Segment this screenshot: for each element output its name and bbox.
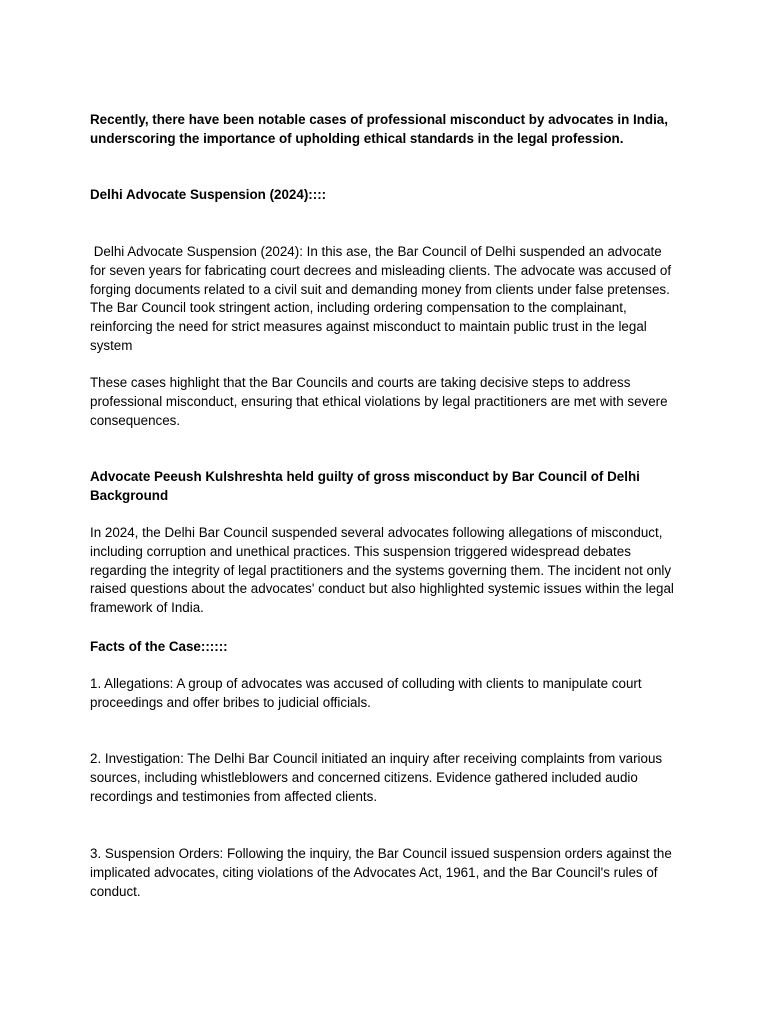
intro-paragraph: Recently, there have been notable cases of professional misconduct by advocates in India, underscoring the importance of upholding ethical standards in the legal profession. bbox=[90, 112, 668, 146]
paragraph-background: In 2024, the Delhi Bar Council suspended several advocates following allegations of misconduct, including corruption and unethical practices. This suspension triggered widespread debates regarding the integrity of legal practitioners and the systems governing them. The incident not only raised questions about the advocates' conduct but also highlighted systemic issues within the legal framework of India. bbox=[90, 525, 674, 616]
heading-delhi-suspension: Delhi Advocate Suspension (2024):::: bbox=[90, 187, 327, 202]
paragraph-cases-highlight: These cases highlight that the Bar Councils and courts are taking decisive steps to address professional misconduct, ensuring that ethical violations by legal practitioners are met with severe consequences. bbox=[90, 375, 668, 428]
heading-peeush-kulshreshta: Advocate Peeush Kulshreshta held guilty of gross misconduct by Bar Council of Delhi Background bbox=[90, 469, 640, 503]
paragraph-delhi-suspension: Delhi Advocate Suspension (2024): In this ase, the Bar Council of Delhi suspended an advocate for seven years for fabricating court decrees and misleading clients. The advocate was accused of forging documents related to a civil suit and demanding money from clients under false pretenses. The Bar Council took stringent action, including ordering compensation to the complainant, reinforcing the need for strict measures against misconduct to maintain public trust in the legal system bbox=[90, 244, 675, 353]
fact-item-investigation: 2. Investigation: The Delhi Bar Council initiated an inquiry after receiving complaints from various sources, including whistleblowers and concerned citizens. Evidence gathered included audio recordings and testimonies from affected clients. bbox=[90, 751, 663, 804]
fact-item-suspension-orders: 3. Suspension Orders: Following the inquiry, the Bar Council issued suspension orders against the implicated advocates, citing violations of the Advocates Act, 1961, and the Bar Council's rules of conduct. bbox=[90, 846, 672, 899]
fact-item-allegations: 1. Allegations: A group of advocates was accused of colluding with clients to manipulate court proceedings and offer bribes to judicial officials. bbox=[90, 676, 642, 710]
heading-facts-of-case: Facts of the Case:::::: bbox=[90, 639, 228, 654]
